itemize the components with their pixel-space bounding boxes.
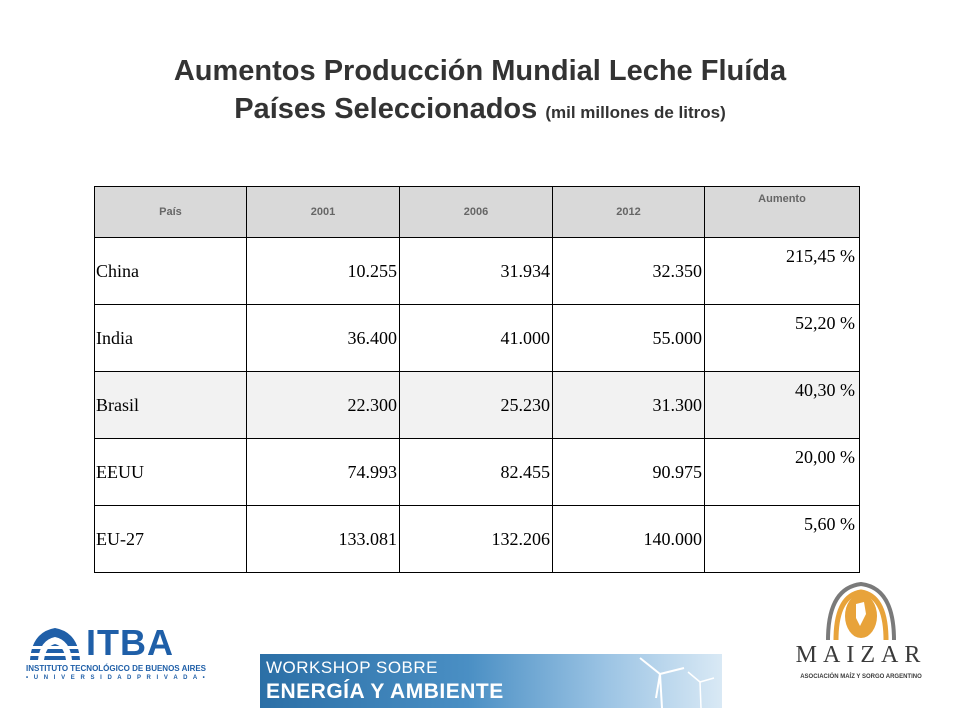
table-row <box>95 372 860 439</box>
cell-2006: 25.230 <box>400 372 553 439</box>
cell-2012: 90.975 <box>553 439 705 506</box>
cell-country: India <box>95 305 247 372</box>
cell-2001: 10.255 <box>247 238 400 305</box>
cell-country: China <box>95 238 247 305</box>
production-table <box>94 186 860 573</box>
cell-2001: 22.300 <box>247 372 400 439</box>
cell-2012: 31.300 <box>553 372 705 439</box>
title-line-2 <box>0 90 960 132</box>
header-2001: 2001 <box>247 187 400 238</box>
cell-2012: 32.350 <box>553 238 705 305</box>
cell-2006: 132.206 <box>400 506 553 573</box>
table-row <box>95 305 860 372</box>
cell-2012: 140.000 <box>553 506 705 573</box>
table-header-row <box>95 187 860 238</box>
itba-emblem-icon <box>26 622 84 662</box>
table-row <box>95 506 860 573</box>
cell-increase: 5,60 % <box>705 506 860 573</box>
cell-2012: 55.000 <box>553 305 705 372</box>
itba-subtitle: • U N I V E R S I D A D P R I V A D A • <box>26 675 207 681</box>
cell-2001: 133.081 <box>247 506 400 573</box>
header-country: País <box>95 187 247 238</box>
maizar-tagline: ASOCIACIÓN MAÍZ Y SORGO ARGENTINO <box>800 674 922 680</box>
header-2006: 2006 <box>400 187 553 238</box>
table-row <box>95 439 860 506</box>
itba-fullname: INSTITUTO TECNOLÓGICO DE BUENOS AIRES <box>26 664 207 673</box>
title-unit: (mil millones de litros) <box>545 103 726 122</box>
title-line-2-text: Países Seleccionados <box>234 93 538 125</box>
slide-title <box>0 52 960 132</box>
cell-2006: 82.455 <box>400 439 553 506</box>
itba-wordmark: ITBA <box>86 622 174 663</box>
maizar-logo <box>784 578 938 690</box>
cell-increase: 40,30 % <box>705 372 860 439</box>
header-increase: Aumento <box>705 187 860 238</box>
workshop-banner <box>260 654 722 708</box>
maizar-emblem-icon <box>820 580 902 642</box>
cell-increase: 52,20 % <box>705 305 860 372</box>
cell-2001: 36.400 <box>247 305 400 372</box>
cell-country: Brasil <box>95 372 247 439</box>
title-line-1: Aumentos Producción Mundial Leche Fluída <box>173 55 787 87</box>
cell-2006: 31.934 <box>400 238 553 305</box>
maizar-wordmark: MAIZAR <box>795 642 927 668</box>
cell-2006: 41.000 <box>400 305 553 372</box>
cell-increase: 20,00 % <box>705 439 860 506</box>
banner-line-2: ENERGÍA Y AMBIENTE <box>266 680 504 703</box>
cell-country: EU-27 <box>95 506 247 573</box>
banner-line-1: WORKSHOP SOBRE <box>266 658 438 677</box>
cell-2001: 74.993 <box>247 439 400 506</box>
table-row <box>95 238 860 305</box>
wind-turbine-icon <box>600 654 722 708</box>
cell-increase: 215,45 % <box>705 238 860 305</box>
itba-logo <box>26 620 206 680</box>
cell-country: EEUU <box>95 439 247 506</box>
header-2012: 2012 <box>553 187 705 238</box>
